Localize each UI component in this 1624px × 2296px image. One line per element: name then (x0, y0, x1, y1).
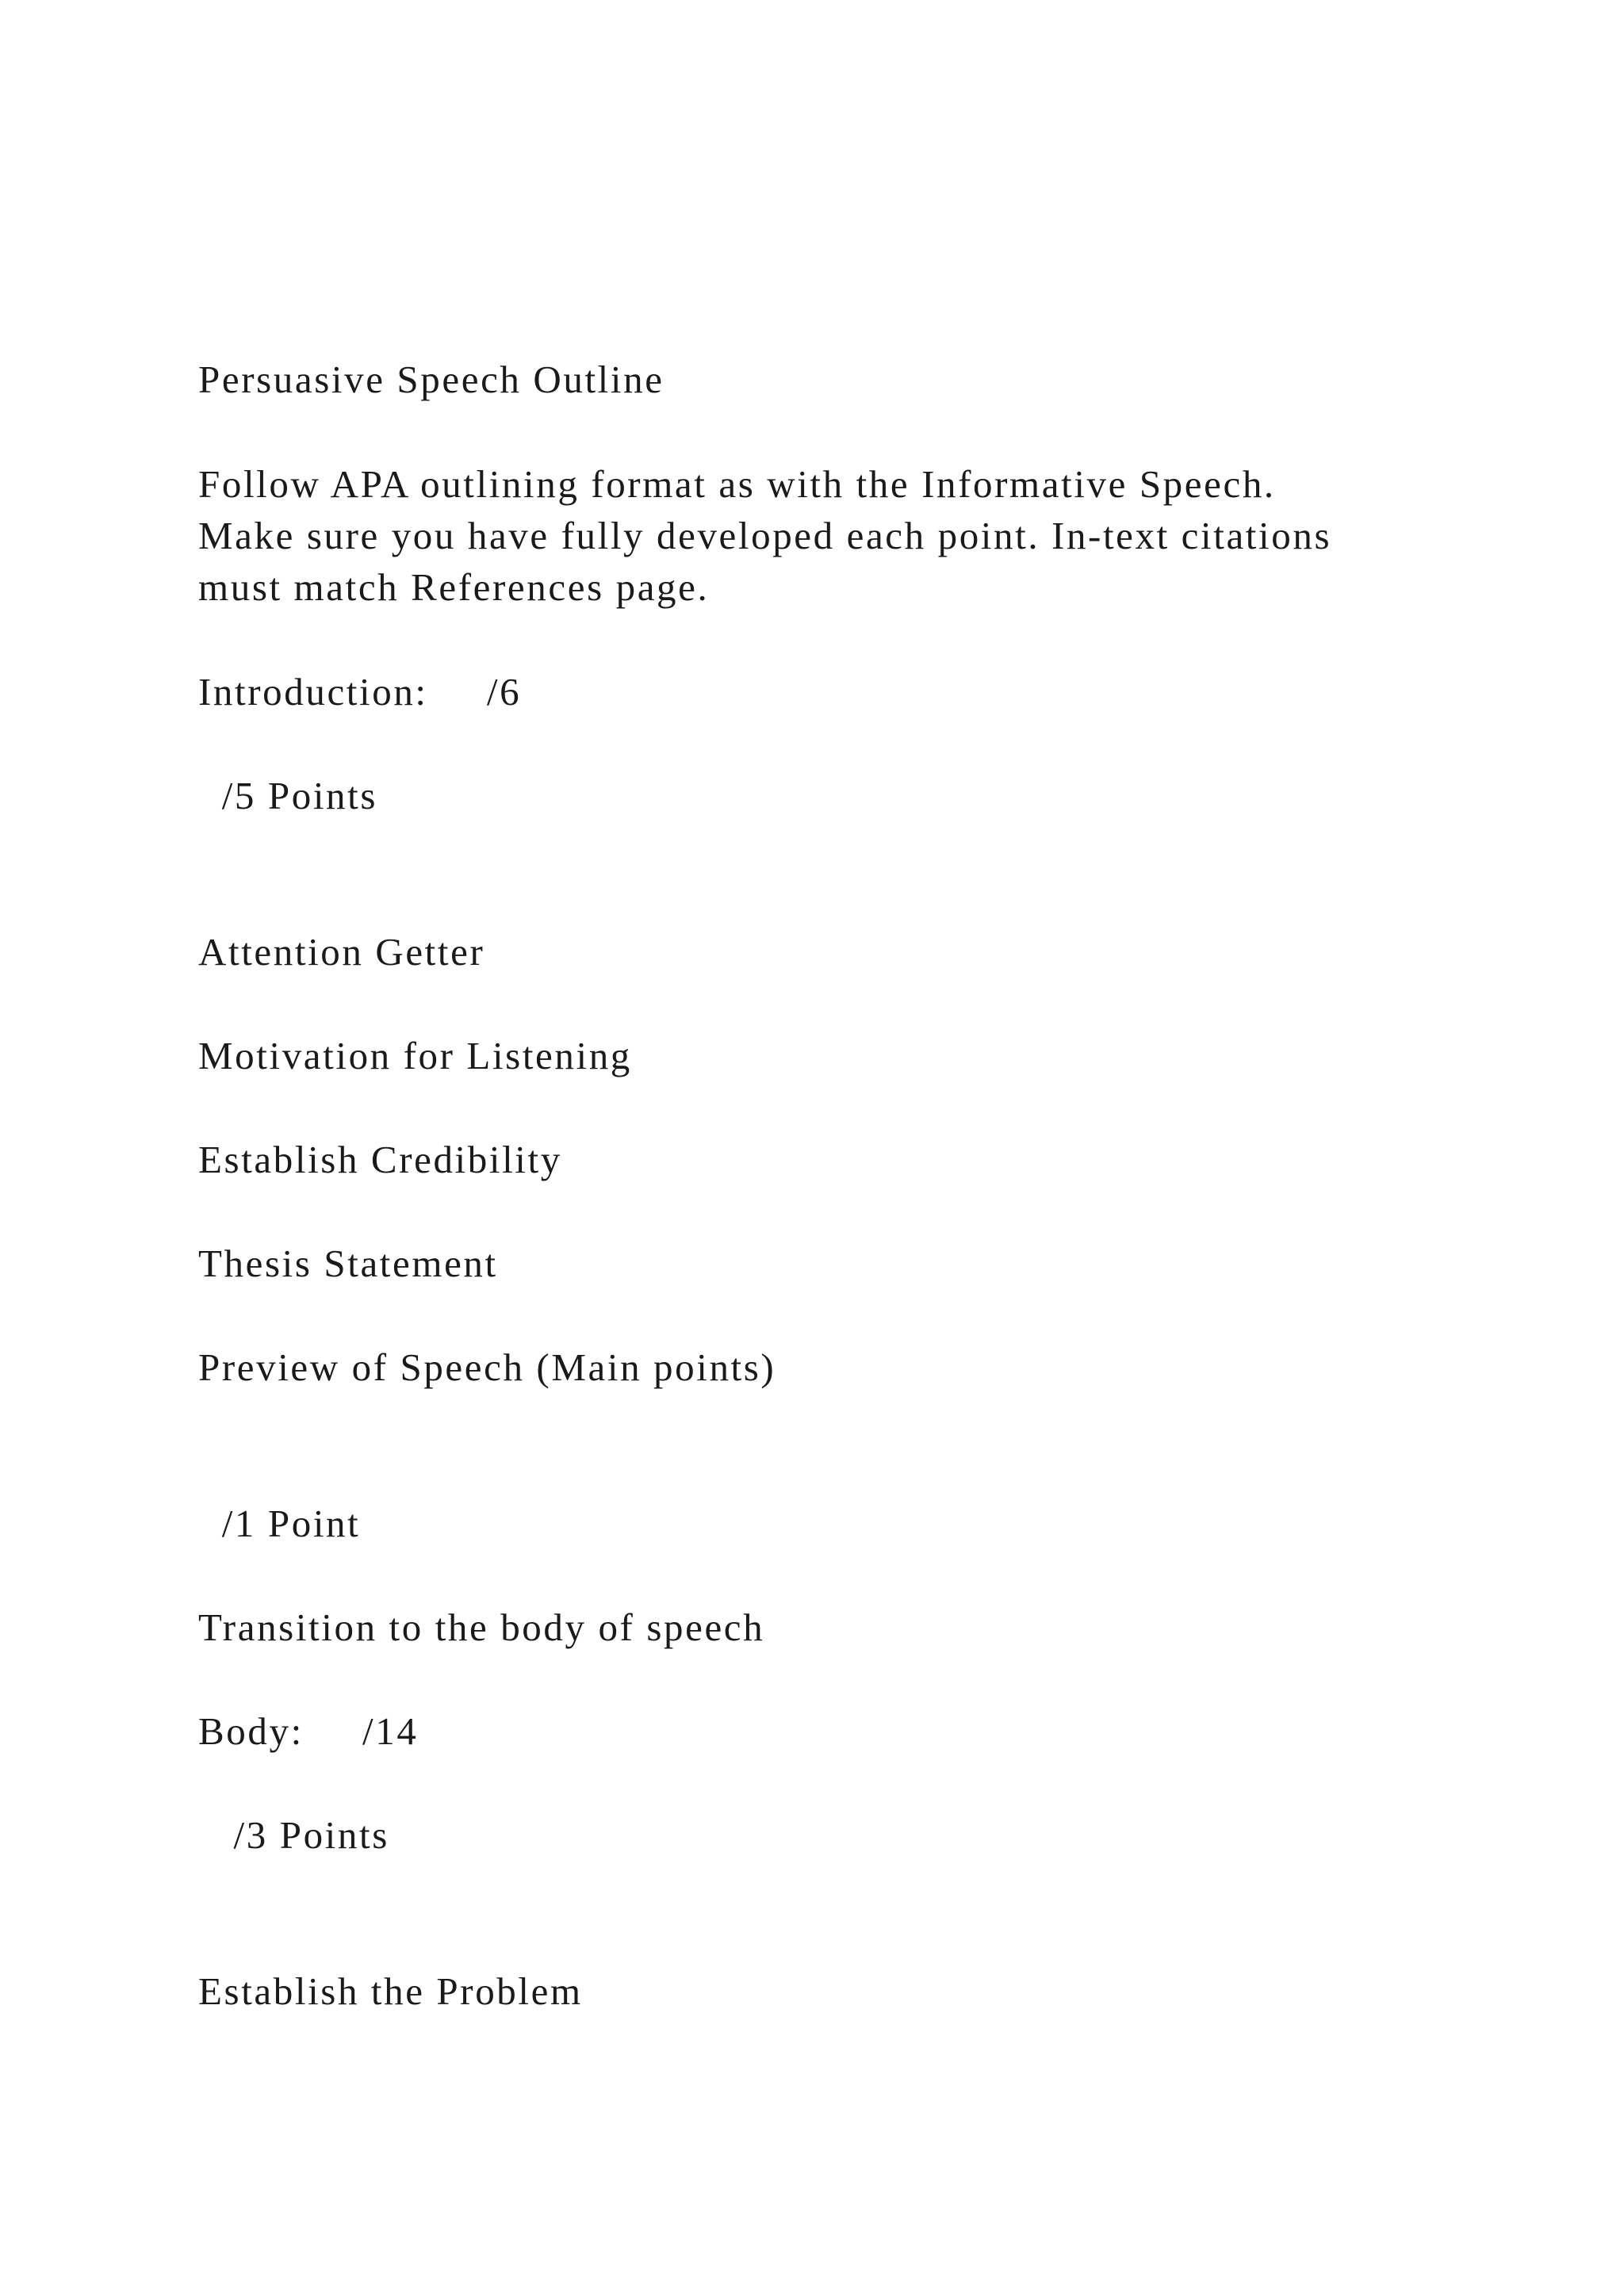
transition-points-label: /1 Point (198, 1502, 361, 1545)
outline-item-preview: Preview of Speech (Main points) (198, 1345, 776, 1389)
document-title: Persuasive Speech Outline (198, 358, 665, 401)
outline-item-thesis: Thesis Statement (198, 1242, 498, 1285)
body-points-label: /3 Points (198, 1813, 389, 1857)
outline-item-credibility: Establish Credibility (198, 1138, 562, 1181)
outline-item-motivation: Motivation for Listening (198, 1034, 632, 1077)
introduction-points-label: /5 Points (198, 774, 378, 817)
outline-item-attention-getter: Attention Getter (198, 930, 485, 974)
body-heading: Body: /14 (198, 1709, 419, 1753)
outline-item-establish-problem: Establish the Problem (198, 1969, 583, 2013)
instructions-paragraph: Follow APA outlining format as with the Informative Speech. Make sure you have fully developed each point. In-text citations must match References page. (198, 462, 1332, 609)
outline-item-transition: Transition to the body of speech (198, 1605, 765, 1649)
introduction-heading: Introduction: /6 (198, 670, 522, 714)
